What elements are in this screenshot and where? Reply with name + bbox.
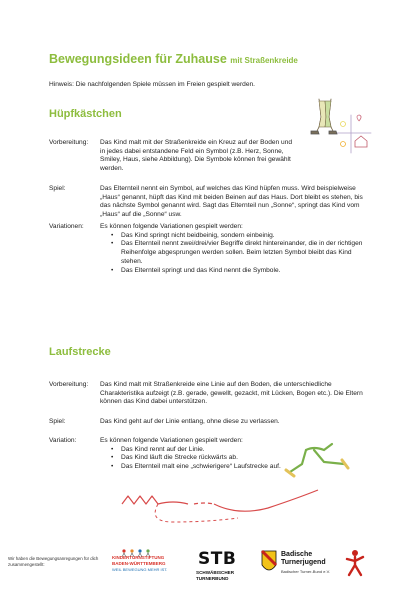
kts-line3: WEIL BEWEGUNG MEHR IST. xyxy=(112,567,168,572)
jumping-figure-icon xyxy=(343,549,367,577)
stb-logo xyxy=(184,545,254,585)
stb-line1: SCHWÄBISCHER xyxy=(196,570,235,575)
kinderturnstiftung-logo xyxy=(104,545,176,581)
btj-emblem-icon xyxy=(259,549,279,579)
section1-vorbereitung-label: Vorbereitung: xyxy=(49,139,89,146)
section1-spiel-label: Spiel: xyxy=(49,185,66,192)
btj-line1: Badische xyxy=(281,551,313,558)
section1-vorbereitung xyxy=(49,139,299,174)
section1-spiel xyxy=(49,185,363,220)
stb-line2: TURNERBUND xyxy=(196,576,229,581)
list-item: • Das Kind springt nicht beidbeinig, sondern einbeinig. xyxy=(111,232,363,241)
badische-turnerjugend-logo xyxy=(259,545,369,585)
list-item: • Das Elternteil nennt zwei/drei/vier Begriffe direkt hintereinander, die in der richtigen Reihenfolge abgesprungen werden sollen. Beim letzten Symbol bleibt das Kind stehen. xyxy=(111,240,363,266)
footer-note: Wir haben die Bewegungsanregungen für dich zusammengestellt: xyxy=(8,556,99,567)
section-title-laufstrecke: Laufstrecke xyxy=(49,346,111,358)
section1-spiel-text: Das Elternteil nennt ein Symbol, auf welches das Kind hüpfen muss. Wird beispielweise „Haus“ genannt, hüpft das Kind mit beiden Beinen auf das Haus. Dort bleibt es stehen, bis das nächste Symbol genannt wird. Sagt das Elternteil nun „Sonne“, springt das Kind vom „Haus“ auf die „Sonne“ usw. xyxy=(100,185,363,219)
title-subtitle: mit Straßenkreide xyxy=(230,56,298,65)
hint-text: Hinweis: Die nachfolgenden Spiele müssen im Freien gespielt werden. xyxy=(49,81,255,88)
stb-wordmark: STB xyxy=(198,549,237,569)
kts-line1: KINDERTURNSTIFTUNG xyxy=(112,555,165,560)
page-title xyxy=(49,52,298,66)
btj-line2: Turnerjugend xyxy=(281,559,326,566)
section1-vorbereitung-text: Das Kind malt mit der Straßenkreide ein Kreuz auf der Boden und in jedes dabei entstandene Feld ein Symbol (z.B. Herz, Sonne, Smiley, Haus, siehe Abbildung). Die Symbole können frei gewählt werden. xyxy=(100,139,293,173)
section1-variationen xyxy=(49,223,363,275)
kts-line2: BADEN-WÜRTTEMBERG xyxy=(112,561,166,566)
list-item: • Das Kind läuft die Strecke rückwärts ab. xyxy=(111,454,363,463)
section2-vorbereitung-text: Das Kind malt mit Straßenkreide eine Linie auf den Boden, die unterschiedliche Charakteristika aufzeigt (z.B. gerade, gewellt, gezackt, mit Lücken, Bogen etc.). Die Eltern können das Kind dabei unterstützen. xyxy=(100,381,363,406)
section2-variation-label: Variation: xyxy=(49,437,77,444)
section2-variation-lead: Es können folgende Variationen gespielt werden: xyxy=(100,437,243,444)
section2-spiel xyxy=(49,418,363,427)
section2-spiel-text: Das Kind geht auf der Linie entlang, ohne diese zu verlassen. xyxy=(100,418,280,425)
section1-variationen-lead: Es können folgende Variationen gespielt werden: xyxy=(100,223,243,230)
section-title-huepfkaestchen: Hüpfkästchen xyxy=(49,108,122,120)
list-item: • Das Elternteil malt eine „schwierigere“ Laufstrecke auf. xyxy=(111,463,363,472)
running-track-illustration xyxy=(118,442,358,526)
btj-line3: Badischer Turner-Bund e.V. xyxy=(281,569,330,574)
section2-vorbereitung-label: Vorbereitung: xyxy=(49,381,89,388)
title-main: Bewegungsideen für Zuhause xyxy=(49,52,227,66)
section1-variationen-label: Variationen: xyxy=(49,223,84,230)
section2-spiel-label: Spiel: xyxy=(49,418,66,425)
hopscotch-illustration xyxy=(305,97,375,159)
section1-variationen-list xyxy=(111,232,363,276)
list-item: • Das Kind rennt auf der Linie. xyxy=(111,446,363,455)
list-item: • Das Elternteil springt und das Kind nennt die Symbole. xyxy=(111,267,363,276)
section2-vorbereitung xyxy=(49,381,363,407)
